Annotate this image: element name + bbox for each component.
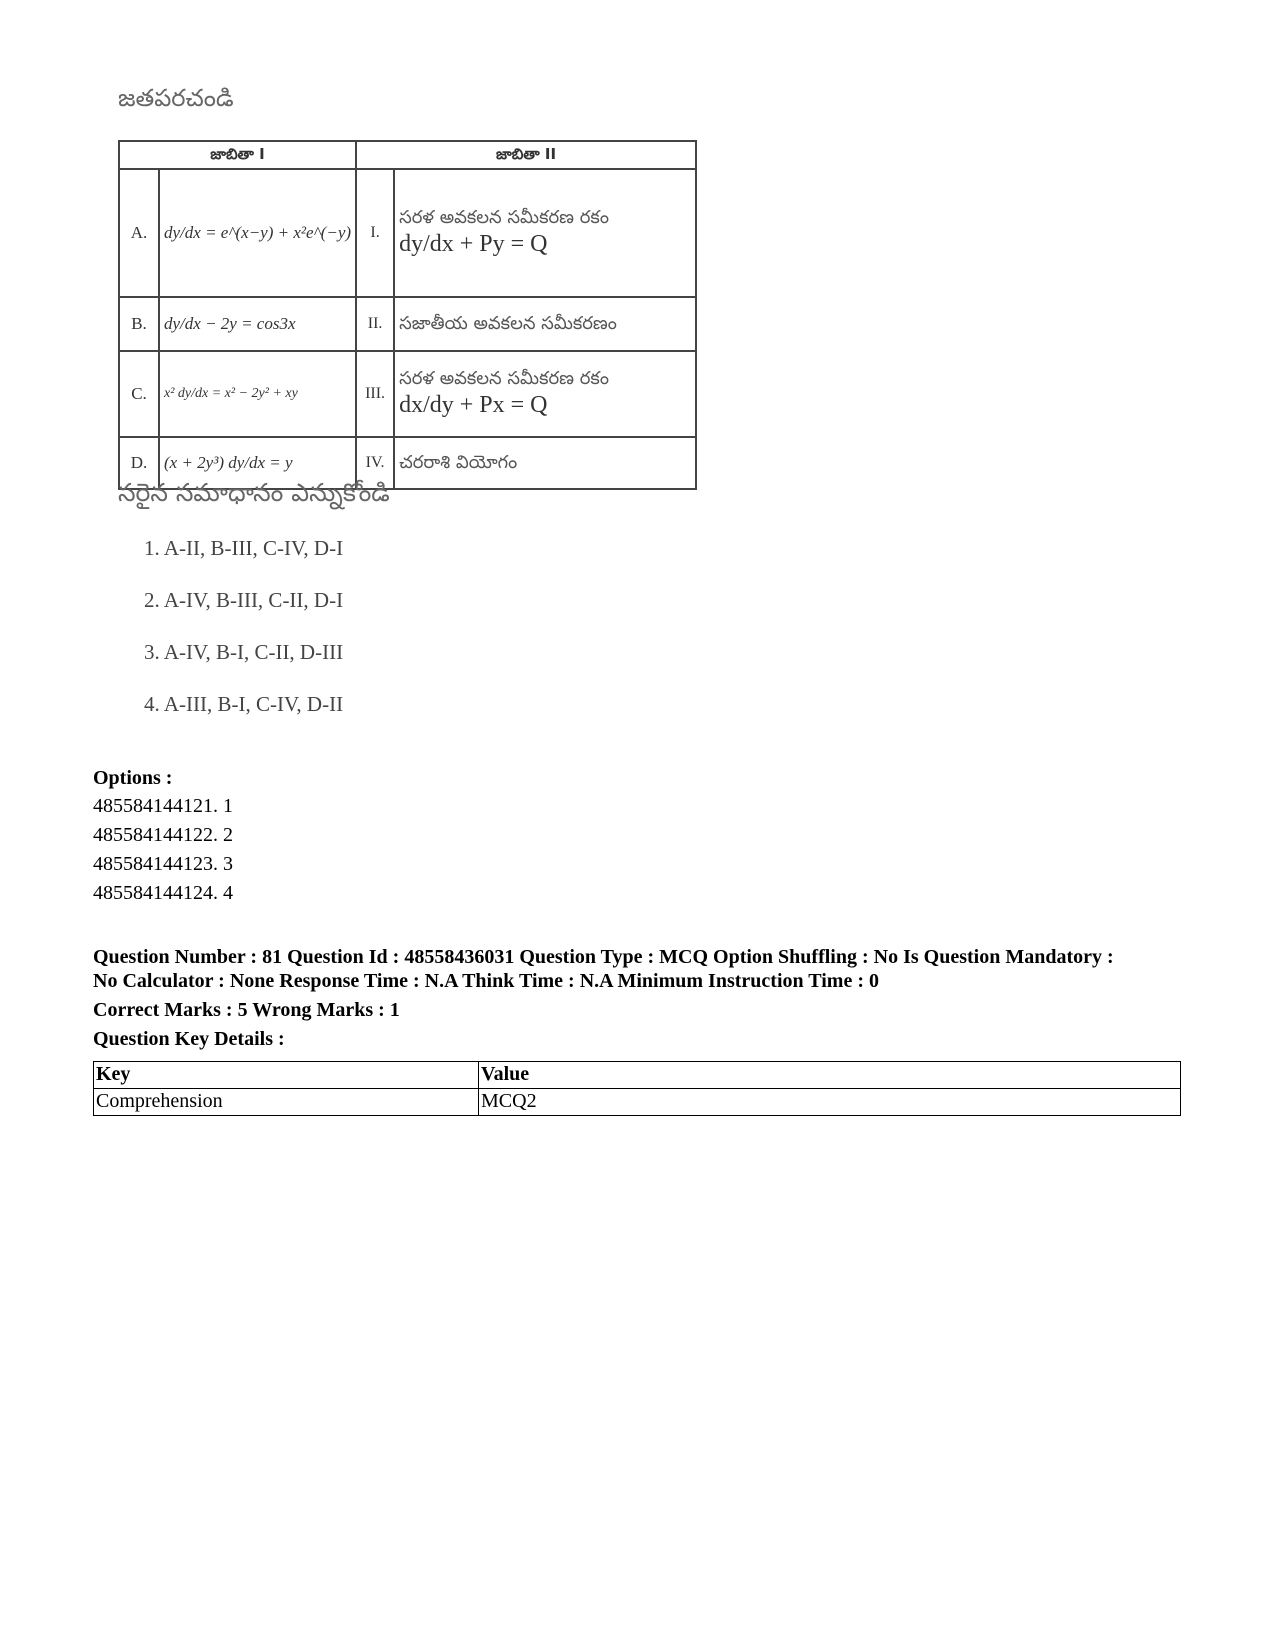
match-row xyxy=(119,351,696,437)
match-row xyxy=(119,169,696,297)
desc-text: సరళ అవకలన సమీకరణ రకం xyxy=(399,367,609,389)
answer-choice: 1. A-II, B-III, C-IV, D-I xyxy=(144,536,344,560)
option-item: 485584144122. 2 xyxy=(93,824,233,846)
row-equation: x² dy/dx = x² − 2y² + xy xyxy=(159,351,356,437)
option-item: 485584144121. 1 xyxy=(93,795,233,817)
match-table-header xyxy=(119,141,696,169)
desc-text: సరళ అవకలన సమీకరణ రకం xyxy=(399,206,609,228)
row-equation: (x + 2y³) dy/dx = y xyxy=(159,437,356,489)
key-details-label: Question Key Details : xyxy=(93,1028,285,1050)
row-roman: I. xyxy=(356,169,394,297)
row-roman: III. xyxy=(356,351,394,437)
list2-header: జాబితా II xyxy=(356,141,696,169)
key-cell: Comprehension xyxy=(94,1089,479,1116)
row-roman: II. xyxy=(356,297,394,351)
row-equation: dy/dx = e^(x−y) + x²e^(−y) xyxy=(159,169,356,297)
question-title: జతపరచండి xyxy=(118,84,234,112)
question-meta-line2: No Calculator : None Response Time : N.A Think Time : N.A Minimum Instruction Time : 0 xyxy=(93,970,879,992)
question-instruction: సరైన సమాధానం ఎన్నుకోండి xyxy=(118,478,390,507)
key-table-header xyxy=(94,1062,1181,1089)
row-letter: A. xyxy=(119,169,159,297)
table-row xyxy=(94,1089,1181,1116)
options-label: Options : xyxy=(93,767,173,789)
match-row xyxy=(119,297,696,351)
row-description xyxy=(394,351,696,437)
value-cell: MCQ2 xyxy=(479,1089,1181,1116)
answer-choice: 4. A-III, B-I, C-IV, D-II xyxy=(144,692,344,716)
desc-formula: dy/dx + Py = Q xyxy=(399,231,548,258)
list1-header: జాబితా I xyxy=(119,141,356,169)
key-details-table xyxy=(93,1061,1181,1116)
option-item: 485584144123. 3 xyxy=(93,853,233,875)
desc-text: చరరాశి వియోగం xyxy=(399,451,518,473)
answer-choice: 2. A-IV, B-III, C-II, D-I xyxy=(144,588,344,612)
row-description xyxy=(394,297,696,351)
answer-choice: 3. A-IV, B-I, C-II, D-III xyxy=(144,640,344,664)
desc-text: సజాతీయ అవకలన సమీకరణం xyxy=(399,312,617,334)
match-table xyxy=(118,140,697,490)
row-equation: dy/dx − 2y = cos3x xyxy=(159,297,356,351)
row-description xyxy=(394,437,696,489)
row-roman: IV. xyxy=(356,437,394,489)
marks-line: Correct Marks : 5 Wrong Marks : 1 xyxy=(93,999,400,1021)
row-description xyxy=(394,169,696,297)
row-letter: B. xyxy=(119,297,159,351)
desc-formula: dx/dy + Px = Q xyxy=(399,392,548,419)
question-meta-line1: Question Number : 81 Question Id : 48558436031 Question Type : MCQ Option Shuffling : No Is Question Mandatory : xyxy=(93,946,1114,968)
option-item: 485584144124. 4 xyxy=(93,882,233,904)
key-header: Key xyxy=(94,1062,479,1089)
row-letter: C. xyxy=(119,351,159,437)
row-letter: D. xyxy=(119,437,159,489)
value-header: Value xyxy=(479,1062,1181,1089)
question-image xyxy=(110,78,710,758)
